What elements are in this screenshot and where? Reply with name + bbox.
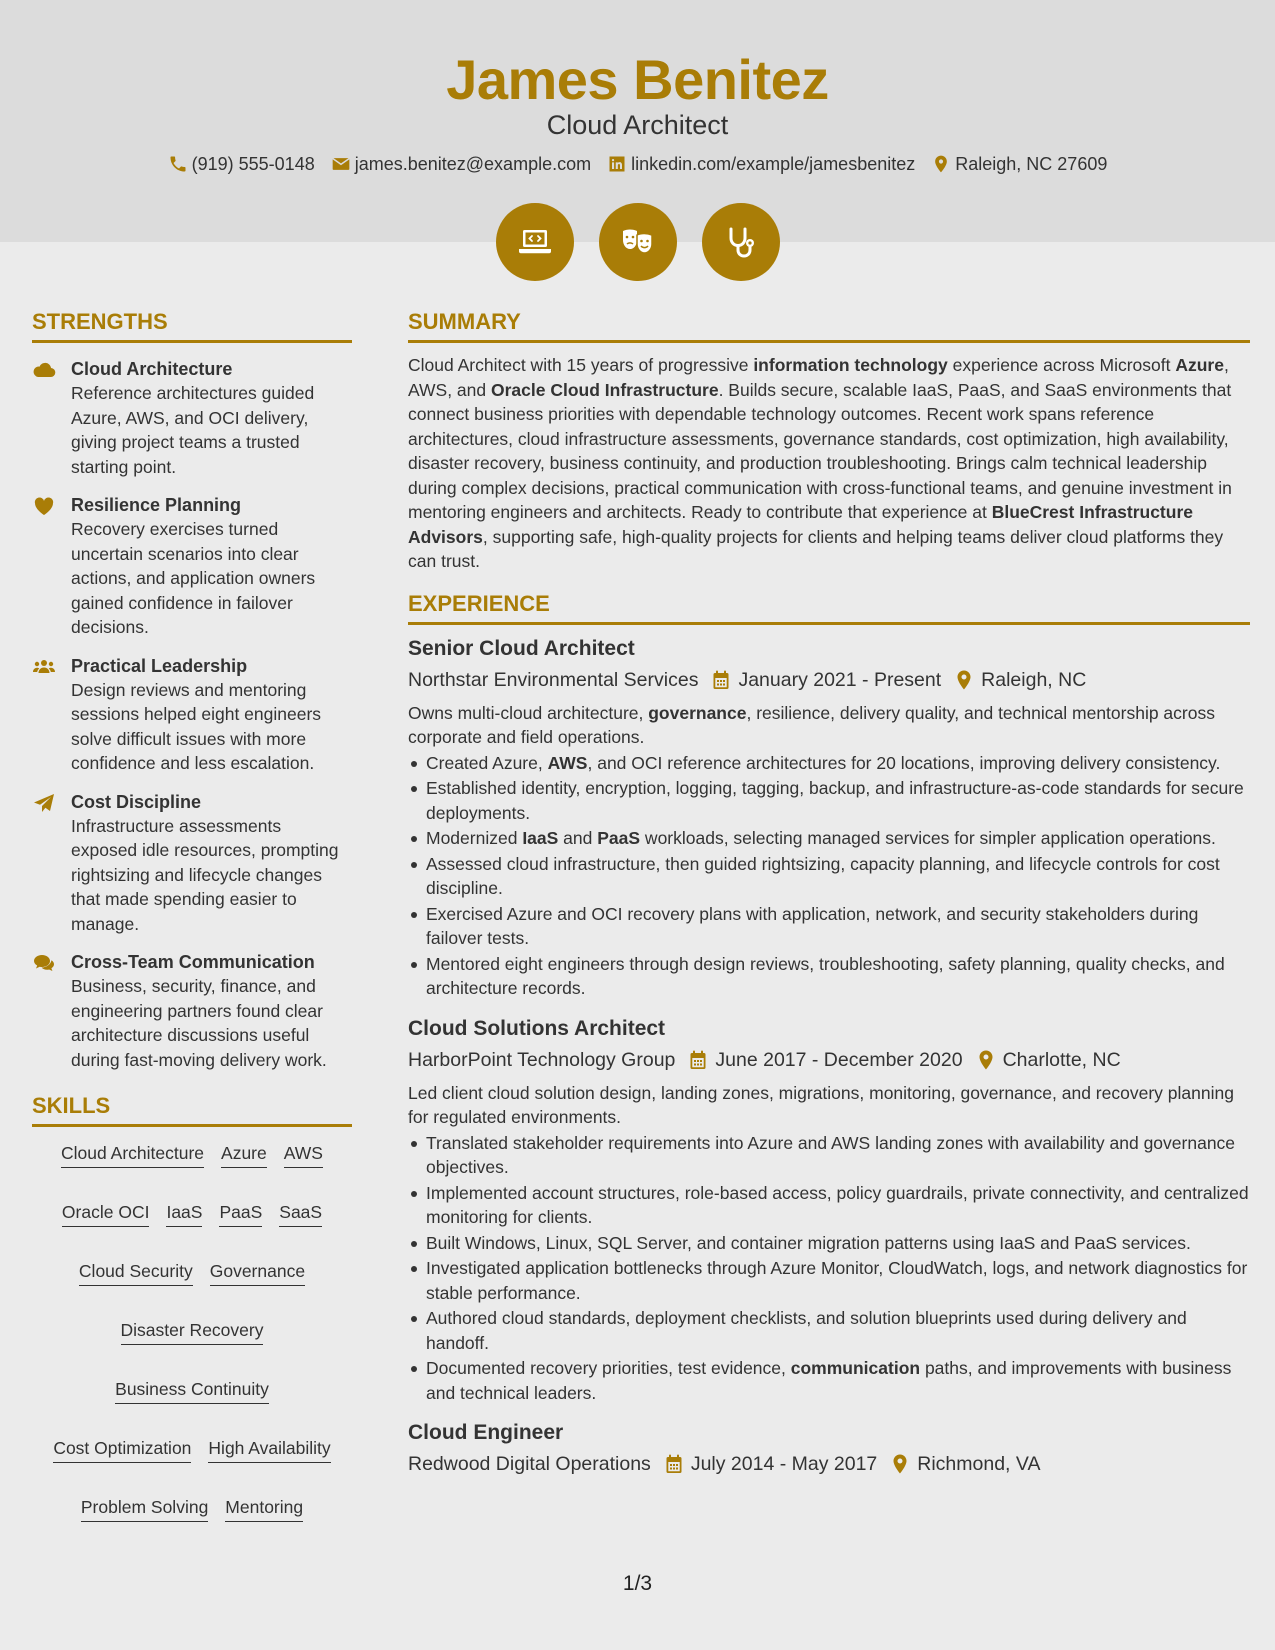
job-bullet: Mentored eight engineers through design reviews, troubleshooting, safety planning, quality checks, and architecture records. <box>408 952 1250 1001</box>
contact-bar <box>0 152 1275 176</box>
job-role: Cloud Engineer <box>408 1421 564 1444</box>
map-marker-icon <box>891 1454 909 1474</box>
strength-item <box>32 357 352 479</box>
job-role: Cloud Solutions Architect <box>408 1016 666 1040</box>
location-text: Raleigh, NC 27609 <box>955 154 1108 174</box>
experience-list <box>408 635 1250 1480</box>
skill-tag: IaaS <box>166 1200 202 1227</box>
strength-title: Cross-Team Communication <box>71 952 315 972</box>
candidate-title: Cloud Architect <box>546 110 729 140</box>
job-meta <box>408 1449 1250 1479</box>
map-marker-icon <box>977 1050 995 1070</box>
calendar-icon <box>689 1050 707 1070</box>
skills-list <box>32 1141 352 1522</box>
job-dates: July 2014 - May 2017 <box>690 1453 878 1475</box>
job-bullet: Authored cloud standards, deployment checklists, and solution blueprints used during delivery and handoff. <box>408 1306 1250 1355</box>
job-bullet: Implemented account structures, role-based access, policy guardrails, private connectivity, and centralized monitoring for clients. <box>408 1181 1250 1230</box>
job-role: Senior Cloud Architect <box>408 636 635 660</box>
strength-text: Recovery exercises turned uncertain scenarios into clear actions, and application owners gained confidence in failover decisions. <box>71 519 316 637</box>
experience-heading: EXPERIENCE <box>408 590 1250 625</box>
skill-tag: Governance <box>210 1259 305 1286</box>
right-column <box>408 308 1250 1479</box>
linkedin-icon <box>607 154 627 174</box>
strength-text: Design reviews and mentoring sessions helped eight engineers solve difficult issues with more confidence and less escalation. <box>71 679 322 773</box>
comments-icon <box>32 952 56 974</box>
strength-item <box>32 790 352 937</box>
strength-text: Business, security, finance, and engineering partners found clear architecture discussions useful during fast-moving delivery work. <box>71 976 327 1070</box>
skills-heading: SKILLS <box>32 1092 352 1127</box>
job-location: Richmond, VA <box>917 1453 1041 1475</box>
skill-tag: Problem Solving <box>81 1495 208 1522</box>
skill-tag: Cloud Security <box>79 1259 193 1286</box>
calendar-icon <box>712 670 730 690</box>
contact-phone[interactable] <box>168 152 315 176</box>
candidate-name: James Benitez <box>446 48 829 111</box>
page-number: 1/3 <box>622 1572 653 1595</box>
laptop-code-icon <box>515 222 555 262</box>
job-bullet: Exercised Azure and OCI recovery plans with application, network, and security stakeholders during failover tests. <box>408 902 1250 951</box>
map-marker-icon <box>931 154 951 174</box>
stethoscope-badge <box>702 203 780 281</box>
linkedin-text: linkedin.com/example/jamesbenitez <box>631 154 916 174</box>
summary-text: Cloud Architect with 15 years of progressive information technology experience across Microsoft Azure, AWS, and Oracle Cloud Infrastructure. Builds secure, scalable IaaS, PaaS, and SaaS environments that connect business priorities with dependable technology outcomes. Recent work spans reference architectures, cloud infrastructure assessments, governance standards, cost optimization, high availability, disaster recovery, business continuity, and production troubleshooting. Brings calm technical leadership during complex decisions, practical communication with cross-functional teams, and genuine investment in mentoring engineers and architects. Ready to contribute that experience at BlueCrest Infrastructure Advisors, supporting safe, high-quality projects for clients and helping teams deliver cloud platforms they can trust. <box>408 355 1232 571</box>
contact-linkedin[interactable] <box>607 152 915 176</box>
job-bullet: Created Azure, AWS, and OCI reference architectures for 20 locations, improving delivery consistency. <box>408 751 1250 776</box>
strength-text: Infrastructure assessments exposed idle resources, prompting rightsizing and lifecycle changes that made spending easier to manage. <box>71 815 339 934</box>
skill-tag: Cloud Architecture <box>61 1141 204 1168</box>
job-location: Raleigh, NC <box>981 668 1087 691</box>
skill-tag: SaaS <box>279 1200 322 1227</box>
job-entry <box>408 1419 1250 1479</box>
strength-title: Resilience Planning <box>71 495 242 515</box>
job-bullet: Assessed cloud infrastructure, then guided rightsizing, capacity planning, and lifecycle controls for cost discipline. <box>408 852 1250 901</box>
interest-badges <box>0 203 1275 281</box>
contact-email[interactable] <box>331 152 591 176</box>
strength-title: Cost Discipline <box>71 791 202 812</box>
strength-item <box>32 654 352 776</box>
job-bullet: Established identity, encryption, logging, tagging, backup, and infrastructure-as-code standards for secure deployments. <box>408 776 1250 825</box>
job-meta <box>408 665 1250 695</box>
job-entry <box>408 635 1250 1001</box>
heart-icon <box>32 495 56 517</box>
skill-tag: High Availability <box>208 1436 330 1463</box>
job-location: Charlotte, NC <box>1002 1048 1121 1071</box>
job-bullet: Modernized IaaS and PaaS workloads, selecting managed services for simpler application operations. <box>408 826 1250 851</box>
job-company: HarborPoint Technology Group <box>408 1048 676 1071</box>
skill-tag: Business Continuity <box>115 1377 269 1404</box>
strength-title: Practical Leadership <box>71 655 248 676</box>
phone-icon <box>168 154 188 174</box>
job-bullet: Built Windows, Linux, SQL Server, and container migration patterns using IaaS and PaaS services. <box>408 1231 1250 1256</box>
job-dates: June 2017 - December 2020 <box>715 1048 963 1071</box>
job-bullets <box>408 1131 1250 1406</box>
skill-tag: Cost Optimization <box>53 1436 191 1463</box>
stethoscope-icon <box>721 222 761 262</box>
strength-text: Reference architectures guided Azure, AWS, and OCI delivery, giving project teams a trusted starting point. <box>71 383 315 477</box>
skill-tag: Mentoring <box>225 1495 303 1522</box>
calendar-icon <box>665 1454 683 1474</box>
theater-masks-icon <box>618 222 658 262</box>
cloud-icon <box>32 359 56 381</box>
strengths-heading: STRENGTHS <box>32 308 352 343</box>
job-dates: January 2021 - Present <box>738 668 942 691</box>
contact-location <box>931 152 1107 176</box>
phone-text: (919) 555-0148 <box>191 154 315 174</box>
skill-tag: Azure <box>221 1141 267 1168</box>
strength-item <box>32 493 352 640</box>
left-column <box>32 308 352 1522</box>
job-meta <box>408 1045 1250 1075</box>
summary-heading: SUMMARY <box>408 308 1250 343</box>
job-bullet: Translated stakeholder requirements into Azure and AWS landing zones with availability and governance objectives. <box>408 1131 1250 1180</box>
skill-tag: PaaS <box>219 1200 262 1227</box>
skill-tag: AWS <box>284 1141 323 1168</box>
skill-tag: Disaster Recovery <box>121 1318 264 1345</box>
strength-title: Cloud Architecture <box>71 359 233 379</box>
laptop-code-badge <box>496 203 574 281</box>
strength-item <box>32 950 352 1072</box>
job-bullet: Documented recovery priorities, test evidence, communication paths, and improvements with business and technical leaders. <box>408 1356 1250 1405</box>
users-icon <box>32 656 56 678</box>
theater-masks-badge <box>599 203 677 281</box>
job-description: Led client cloud solution design, landing zones, migrations, monitoring, governance, and recovery planning for regulated environments. <box>408 1082 1234 1127</box>
skill-tag: Oracle OCI <box>62 1200 150 1227</box>
job-entry <box>408 1015 1250 1406</box>
email-text: james.benitez@example.com <box>354 154 592 174</box>
job-company: Redwood Digital Operations <box>408 1453 651 1475</box>
job-description: Owns multi-cloud architecture, governance, resilience, delivery quality, and technical mentorship across corporate and field operations. <box>408 702 1215 747</box>
envelope-icon <box>331 154 351 174</box>
job-company: Northstar Environmental Services <box>408 668 699 691</box>
job-bullets <box>408 751 1250 1001</box>
paper-plane-icon <box>32 792 56 814</box>
map-marker-icon <box>955 670 973 690</box>
job-bullet: Investigated application bottlenecks through Azure Monitor, CloudWatch, logs, and network diagnostics for stable performance. <box>408 1256 1250 1305</box>
